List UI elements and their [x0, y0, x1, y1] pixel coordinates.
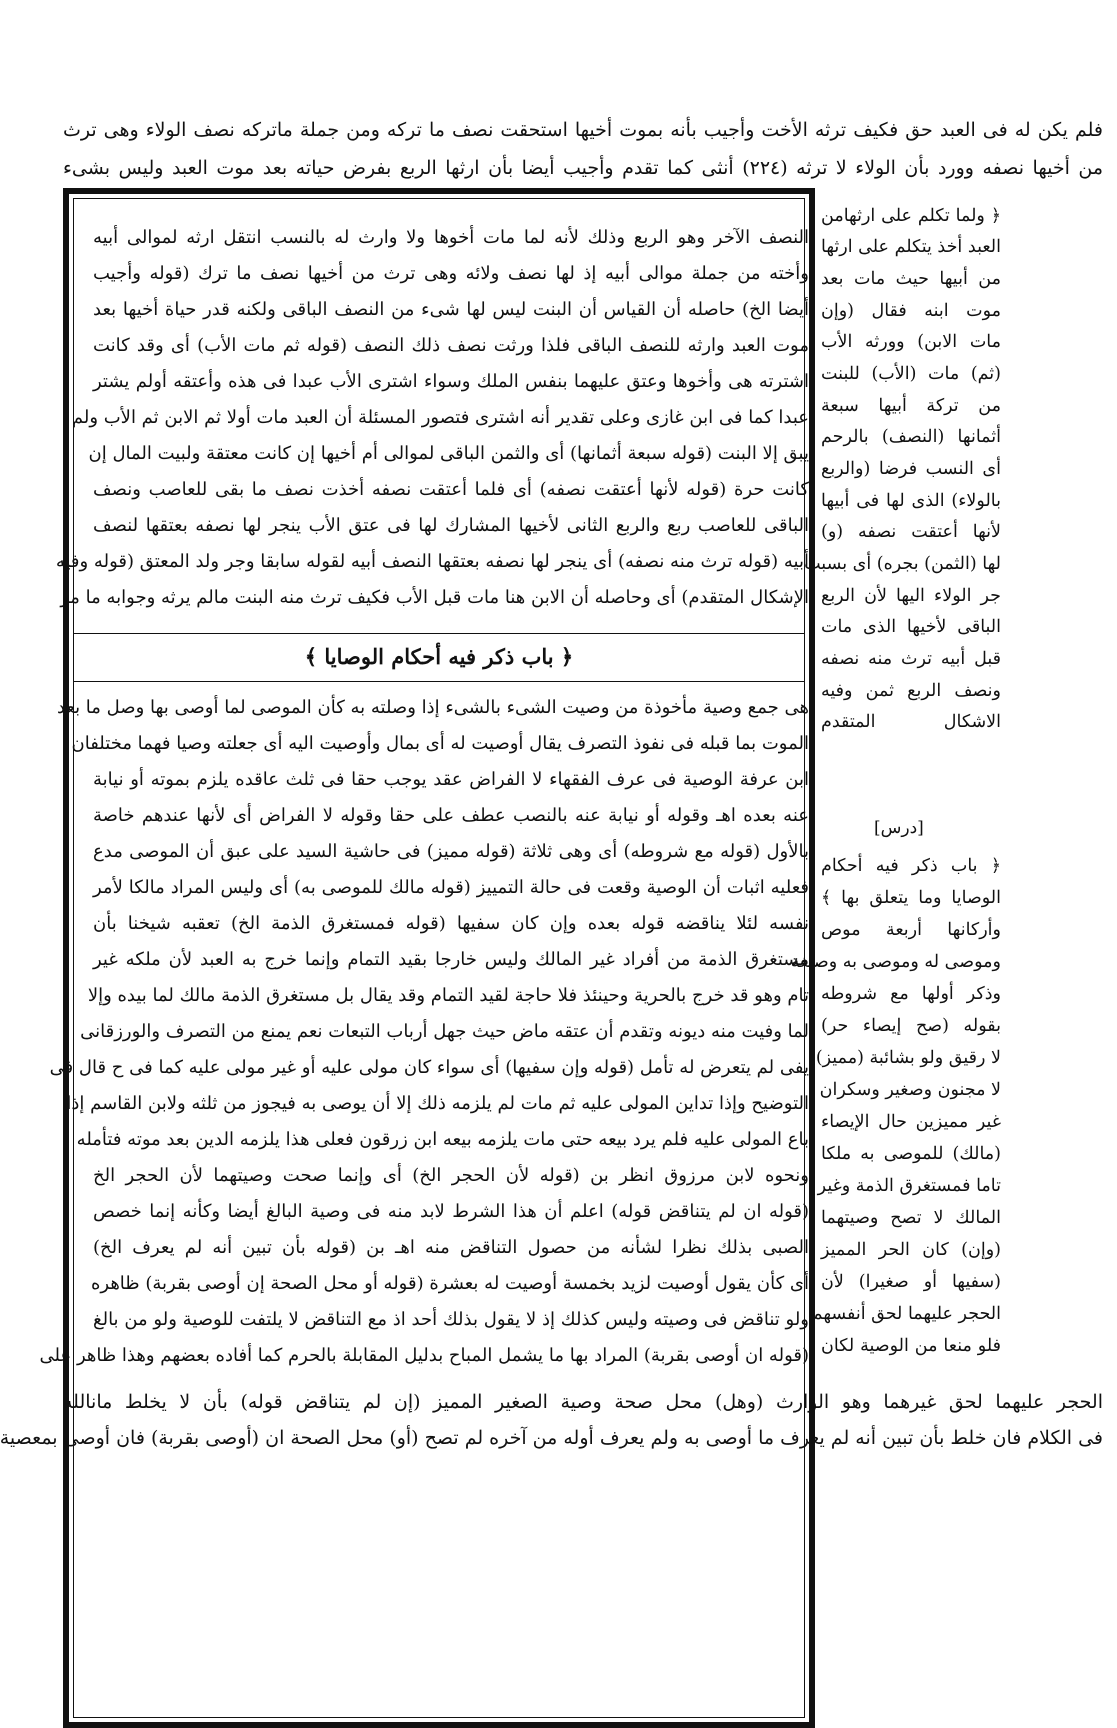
box-line: ولو تناقض فى وصيته وليس كذلك إذ لا يقول بذلك أحد اذ مع التناقض لا يلتفت للوصية ولو من بالغ — [93, 1309, 810, 1330]
side-line: (وإن) كان الحر المميز — [821, 1240, 1001, 1260]
box-line: ابن عرفة الوصية فى عرف الفقهاء لا الفراض عقد يوجب حقا فى ثلث عاقده يلزم بموته أو نيابة — [93, 769, 809, 790]
side-line: أثمانها (النصف) بالرحم — [821, 427, 1001, 447]
lesson-label: [درس] — [874, 818, 924, 838]
side-line: الوصايا وما يتعلق بها ﴾ — [821, 888, 1001, 908]
bottom-line: فى الكلام فان خلط بأن تبين أنه لم يعرف ما أوصى به ولم يعرف أوله من آخره لم تصح (أو) محل الصحة ان (أوصى بقربة) فان أوصى بمعصية — [0, 1427, 1103, 1449]
box-line: هى جمع وصية مأخوذة من وصيت الشىء بالشىء إذا وصلته به كأن الموصى لما أوصى بها وصل ما بعد — [56, 697, 809, 718]
box-line: بالأول (قوله مع شروطه) أى وهى ثلاثة (قوله مميز) فى حاشية السيد على عبق أن الموصى مدع — [93, 841, 809, 862]
side-line: موت ابنه فقال (وإن — [821, 301, 1001, 321]
side-line: أى النسب فرضا (والربع — [821, 459, 1001, 479]
side-line: ﴿ باب ذكر فيه أحكام — [821, 856, 1001, 876]
side-line: ونصف الربع ثمن وفيه — [821, 681, 1001, 701]
box-line: النصف الآخر وهو الربع وذلك لأنه لما مات أخوها ولا وارث له بالنسب انتقل ارثه لموالى أبيه — [93, 227, 809, 248]
box-line: الموت بما قبله فى نفوذ التصرف يقال أوصيت له أى بمال وأوصيت اليه أى جعلته وصيا فهما مختلفان — [71, 733, 809, 754]
box-line: ونحوه لابن مرزوق انظر بن (قوله لأن الحجر الخ) أى وإنما صحت وصيتهما لأن الحجر الخ — [93, 1165, 809, 1186]
box-line: التوضيح وإذا تداين المولى عليه ثم مات لم يلزمه ذلك إلا أن يوصى به فيجوز من ثلثه ولابن القاسم إذا — [66, 1093, 809, 1114]
box-line: (قوله ان أوصى بقربة) المراد بها ما يشمل المباح بدليل المقابلة بالحرم كما أفاده بعضهم وهذا ظاهر على — [39, 1345, 809, 1366]
bottom-line: الحجر عليهما لحق غيرهما وهو الوارث (وهل) محل صحة وصية الصغير المميز (إن لم يتناقض قوله) بأن لا يخلط مانالله — [63, 1391, 1103, 1413]
top-line: فلم يكن له فى العبد حق فكيف ترثه الأخت وأجيب بأنه بموت أخيها استحقت نصف ما تركه ومن جملة ماتركه نصف الولاء وهى ترث — [63, 119, 1104, 141]
box-line: لما وفيت منه ديونه وتقدم أن عتقه ماض حيث جهل أرباب التبعات نعم يمنع من التصرف والورزقانى — [80, 1021, 809, 1042]
side-line: من تركة أبيها سبعة — [821, 396, 1001, 416]
side-line: مات الابن) وورثه الأب — [821, 332, 1001, 352]
side-line: الباقى لأخيها الذى مات — [821, 617, 1001, 637]
side-line: تاما فمستغرق الذمة وغير — [817, 1176, 1001, 1196]
box-line: عبدا كما فى ابن غازى وعلى تقدير أنه اشترى فتصور المسئلة أن العبد مات أولا ثم الابن ثم الأب ولم — [71, 407, 809, 428]
side-line: ﴿ ولما تكلم على ارثهامن — [821, 206, 1001, 226]
chapter-heading: ﴿ باب ذكر فيه أحكام الوصايا ﴾ — [304, 644, 574, 669]
box-line: باع المولى عليه فلم يرد بيعه حتى مات يلزمه بيعه ابن زرقون فعلى هذا يلزمه الدين بعد موته فتأمله — [76, 1129, 809, 1150]
heading-rule-bottom — [73, 681, 805, 682]
side-line: من أبيها حيث مات بعد — [821, 269, 1001, 289]
side-line: وأركانها أربعة موص — [821, 920, 1001, 940]
box-line: فعليه اثبات أن الوصية وقعت فى حالة التمييز (قوله مالك للموصى به) أى وليس المراد مالكا لأمر — [93, 877, 809, 898]
side-line: الاشكال المتقدم — [821, 712, 1001, 732]
box-line: موت العبد وارثه للنصف الباقى فلذا ورثت نصف ذلك النصف (قوله ثم مات الأب) أى وقد كانت — [93, 335, 809, 356]
side-line: لأنها أعتقت نصفه (و) — [821, 522, 1001, 542]
box-line: اشترته هى وأخوها وعتق عليهما بنفس الملك وسواء اشترى الأب عبدا فى هذه وأعتقه أولم يشتر — [93, 371, 809, 392]
side-line: (ثم) مات (الأب) للبنت — [821, 364, 1001, 384]
box-line: الباقى للعاصب ربع والربع الثانى لأخيها المشارك لها فى عتق الأب ينجر لها نصفه بعتقها لنصف — [93, 515, 809, 536]
side-line: قبل أبيه ترث منه نصفه — [821, 649, 1001, 669]
box-line: يبق إلا البنت (قوله سبعة أثمانها) أى والثمن الباقى لموالى أم أخيها إن كانت معتقة ولبيت المال إن — [88, 443, 809, 464]
side-line: وذكر أولها مع شروطه — [821, 984, 1001, 1004]
box-line: الصبى بذلك نظرا لشأنه من حصول التناقض منه اهـ بن (قوله بأن تبين أنه لم يعرف الخ) — [93, 1237, 809, 1258]
side-line: بالولاء) الذى لها فى أبيها — [821, 491, 1001, 511]
box-line: الإشكال المتقدم) أى وحاصله أن الابن هنا مات قبل الأب فكيف ترث منه البنت مالم يرثه وجوابه ما مر — [60, 587, 809, 608]
top-line: من أخيها نصفه وورد بأن الولاء لا ترثه (٢٢٤) أنثى كما تقدم وأجيب أيضا بأن ارثها الربع بفرض حياته بعد موت العبد وليس بشىء — [63, 157, 1103, 179]
box-line: يفى لم يتعرض له تأمل (قوله وإن سفيها) أى سواء كان مولى عليه أو غير مولى عليه كما فى ح قال فى — [49, 1057, 809, 1078]
side-line: غير مميزين حال الإيصاء — [821, 1112, 1001, 1132]
side-line: (مالك) للموصى به ملكا — [821, 1144, 1001, 1164]
side-line: لها (الثمن) بجره) أى بسبب — [804, 554, 1001, 574]
side-line: (سفيها أو صغيرا) لأن — [821, 1272, 1001, 1292]
box-line: أبيه (قوله ترث منه نصفه) أى ينجر لها نصفه بعتقها النصف أبيه لقوله سابقا وجر ولد المعتق (قوله وفيه — [55, 551, 809, 572]
box-line: مستغرق الذمة من أفراد غير المالك وليس خارجا بقيد التمام وإنما خرج به العبد لأن ملكه غير — [93, 949, 809, 970]
box-line: نفسه لئلا يناقضه قوله بعده وإن كان سفيها (قوله فمستغرق الذمة الخ) تعقبه شيخنا بأن — [93, 913, 809, 934]
box-line: تام وهو قد خرج بالحرية وحينئذ فلا حاجة لقيد التمام وقد يقال بل مستغرق الذمة مالك لما بيده وإلا — [87, 985, 809, 1006]
side-line: بقوله (صح إيصاء حر) — [821, 1016, 1001, 1036]
box-line: عنه بعده اهـ وقوله أو نيابة عنه بالنصب عطف على حقا وقوله لا الفراض أى لأنها عندهم خاصة — [93, 805, 809, 826]
side-line: لا رقيق ولو بشائبة (مميز) — [815, 1048, 1001, 1068]
box-line: أيضا الخ) حاصله أن القياس أن البنت ليس لها شىء من النصف الباقى ولكنه قدر حياة أخيها بعد — [93, 299, 809, 320]
side-line: العبد أخذ يتكلم على ارثها — [821, 237, 1001, 257]
side-line: الحجر عليهما لحق أنفسهما — [807, 1304, 1001, 1324]
side-line: فلو منعا من الوصية لكان — [821, 1336, 1001, 1356]
side-line: وموصى له وموصى به وصيغة — [790, 952, 1001, 972]
box-line: أى كأن يقول أوصيت لزيد بخمسة أوصيت له بعشرة (قوله أو محل الصحة إن أوصى بقربة) ظاهره — [90, 1273, 809, 1294]
box-line: كانت حرة (قوله لأنها أعتقت نصفه) أى فلما أعتقت نصفه أخذت نصف ما بقى للعاصب ونصف — [93, 479, 809, 500]
side-line: لا مجنون وصغير وسكران — [819, 1080, 1001, 1100]
box-line: (قوله ان لم يتناقض قوله) اعلم أن هذا الشرط لابد منه فى وصية البالغ أيضا وكأنه إنما خصص — [93, 1201, 809, 1222]
box-line: وأخته من جملة موالى أبيه إذ لها نصف ولائه وهى ترث من أخيها نصف ما ترك (قوله وأجيب — [93, 263, 809, 284]
side-line: جر الولاء اليها لأن الربع — [821, 586, 1001, 606]
side-line: المالك لا تصح وصيتهما — [821, 1208, 1001, 1228]
